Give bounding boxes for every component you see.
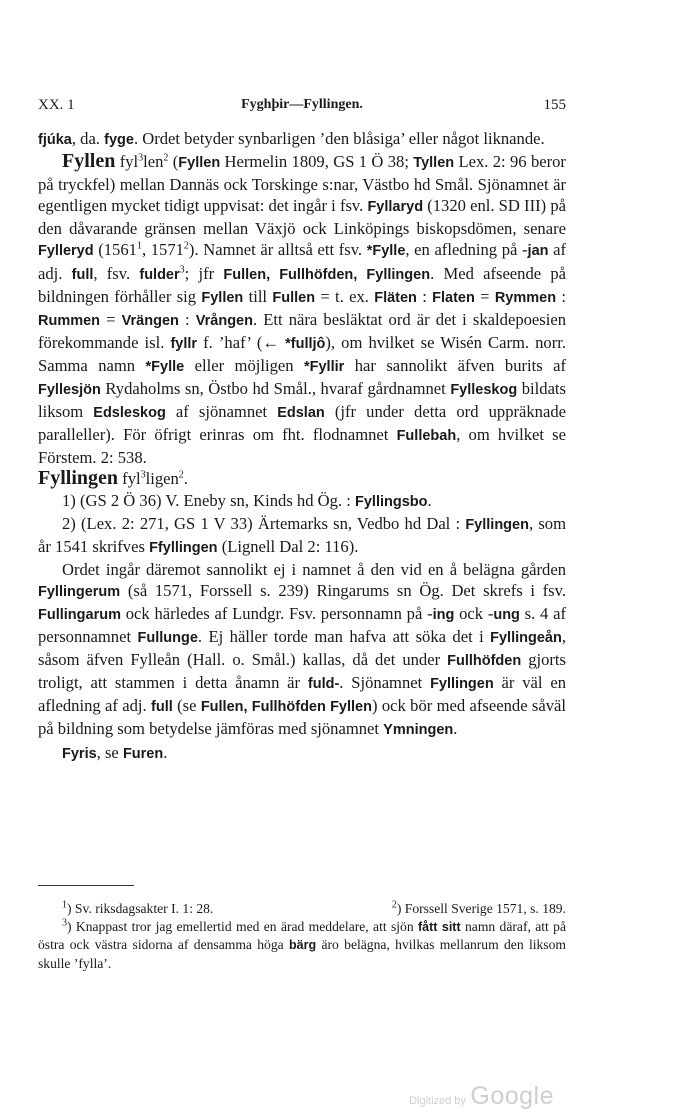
term: Fullhöfden (447, 653, 522, 670)
term: Fullen, Fullhöfden, Fyllingen (223, 266, 431, 283)
term: Fullen, Fullhöfden Fyllen (200, 699, 372, 716)
term: Edslan (277, 405, 325, 422)
text-run: (1320 enl. SD III) på den dåvarande gränsen mellan Växjö ock Linköpings biskopsdömen, senare (38, 196, 566, 239)
footnote-1 (62, 900, 213, 918)
term: Fylleskog (450, 382, 518, 399)
footnote-3 (38, 918, 566, 973)
section-number: XX. 1 (38, 97, 75, 113)
term: Fläten (374, 289, 417, 306)
term: Rummen (38, 312, 101, 329)
text-run: f. ’haf’ (← (197, 332, 286, 352)
text-run: len (143, 152, 164, 172)
text-run: = (100, 309, 122, 329)
text-run: s. 4 af personnamnet (38, 603, 566, 647)
text-run: = t. ex. (315, 286, 375, 306)
sense-1 (38, 490, 566, 513)
term: fuld- (307, 676, 340, 693)
term: Fyllingsbo (355, 493, 428, 510)
footnote-term: bärg (289, 938, 317, 952)
entry-fyris (38, 742, 566, 765)
sense-2 (38, 513, 566, 559)
text-run: gjorts troligt, att stammen i detta ånamn är (38, 650, 566, 693)
text-run: , om hvilket se Förstem. 2: 538. (38, 425, 566, 468)
text-run: Ordet ingår däremot sannolikt ej i namnet å den vid en å belägna gården (62, 559, 566, 579)
text-run: ligen (145, 469, 179, 489)
text-run: Rydaholms sn, Östbo hd Smål., hvaraf gårdnamnet (100, 379, 451, 399)
text-run: fyl (118, 469, 141, 489)
term: Fylleryd (38, 243, 94, 260)
footnote-text: ) Knappast tror jag emellertid med en ärad meddelare, att sjön (67, 918, 419, 934)
term: Ffyllingen (149, 539, 218, 556)
running-header (38, 97, 566, 119)
text-run: fyl (115, 152, 139, 172)
text-run: 2) (Lex. 2: 271, GS 1 V 33) Ärtemarks sn, Vedbo hd Dal : (62, 513, 466, 533)
watermark-prefix: Digitized by (409, 1095, 466, 1107)
term: fyge (104, 132, 134, 148)
entry-headword: Fyllingen (38, 467, 119, 490)
text-run: = (474, 286, 495, 306)
term: ing (432, 606, 455, 623)
text-run: ). Namnet är alltså ett fsv. (188, 240, 367, 260)
text-run: af sjönamnet (165, 402, 278, 422)
footnote-2 (392, 900, 566, 918)
term: Fyllingeån (490, 630, 562, 647)
text-run: ock härledes af Lundgr. Fsv. personnamn på - (120, 603, 433, 623)
term: Ymningen (383, 722, 454, 739)
text-run: (Lignell Dal 2: 116). (217, 536, 359, 556)
footnote-text: äro belägna, hvilkas mellanrum den liksom skulle ’fylla’. (38, 937, 566, 971)
term: Fyllingen (465, 516, 529, 533)
text-run: , såsom äfven Fylleån (Hall. o. Smål.) kallas, då det under (38, 627, 566, 670)
paragraph-fjuka (38, 128, 566, 151)
text-run: . (453, 719, 458, 739)
digitized-watermark (409, 1082, 554, 1111)
superscript: 2 (163, 152, 169, 164)
text-run: (jfr under detta ord uppräknade paralleller). För öfrigt erinras om fht. flodnamnet (38, 402, 567, 445)
text-run: : (556, 286, 566, 306)
footnote-text: ) Forssell Sverige 1571, s. 189. (396, 901, 566, 916)
text-run: . (427, 490, 432, 510)
term: Fyllingen (430, 676, 494, 693)
term: Furen (122, 745, 164, 762)
text-run: ock - (454, 603, 494, 623)
text-run: . Ej häller torde man hafva att söka det i (197, 627, 491, 647)
footnote-ref: 2 (183, 240, 189, 252)
footnote-ref: 3 (179, 264, 185, 276)
term: Fyllingerum (38, 583, 121, 600)
text-run: ), om hvilket se Wisén Carm. norr. Samma namn (38, 332, 567, 375)
text-run: bildats liksom (38, 379, 566, 422)
text-run: , fsv. (93, 263, 140, 283)
term: full (71, 266, 94, 283)
page-number: 155 (543, 97, 566, 113)
entry-headword: Fyllen (62, 150, 116, 173)
term: Fyllen (178, 155, 221, 172)
term: jan (527, 243, 549, 260)
text-run: . Med afseende på bildningen förhåller sig (38, 263, 567, 306)
text-run: har sannolikt äfven burits af (344, 355, 567, 375)
text-run: (1561 (93, 240, 137, 260)
text-run: , da. (71, 129, 105, 148)
text-run: ; jfr (184, 263, 224, 283)
text-run: till (243, 286, 273, 306)
term: Fullingarum (38, 606, 121, 623)
footnote-text: ) Sv. riksdagsakter I. 1: 28. (67, 901, 214, 916)
text-run: ( (168, 152, 179, 172)
text-run: . (163, 742, 168, 762)
text-run: , 1571 (141, 240, 184, 260)
term: ung (493, 606, 520, 623)
term: Rymmen (494, 289, 557, 306)
term: Edsleskog (93, 405, 166, 422)
term: Fullunge (137, 630, 198, 647)
term: fulder (139, 266, 180, 283)
term: Fullen (272, 289, 316, 306)
footnote-text: namn däraf, att på östra ock västra sidorna af densamma höga (38, 918, 567, 952)
superscript: 3 (140, 469, 146, 481)
text-run: af adj. (38, 240, 567, 283)
term: fjúka (38, 132, 72, 148)
text-run: . Sjönamnet (339, 673, 431, 693)
term: Fyllen (201, 289, 244, 306)
term: Fullebah (396, 428, 457, 445)
text-run: , som år 1541 skrifves (38, 513, 566, 556)
main-text (38, 128, 566, 765)
text-run: eller möjligen (184, 355, 304, 375)
term: *Fylle (366, 243, 406, 260)
footnote-marker: 1 (62, 899, 67, 911)
entry-fyllen (38, 151, 566, 468)
term: Fyris (62, 745, 97, 762)
footnote-ref: 1 (136, 240, 142, 252)
text-run: Hermelin 1809, GS 1 Ö 38; (220, 152, 414, 172)
superscript: 3 (138, 152, 144, 164)
text-run: . (183, 469, 188, 489)
footnote-row (38, 900, 566, 918)
footnote-marker: 2 (391, 899, 397, 911)
text-run: , se (96, 742, 123, 762)
term: fyllr (170, 335, 198, 352)
term: *Fyllir (303, 358, 345, 375)
running-title: Fyghþir—Fyllingen. (241, 97, 363, 112)
superscript: 2 (178, 469, 184, 481)
term: *Fylle (145, 358, 185, 375)
text-run: . Ett nära besläktat ord är det i skaldepoesien förekommande isl. (38, 309, 567, 352)
text-run: . Ordet betyder synbarligen ’den blåsiga’ eller något liknande. (133, 129, 545, 148)
term: Fyllaryd (367, 199, 424, 216)
entry-fyllingen (38, 468, 566, 489)
term: Fyllesjön (38, 382, 101, 399)
text-run: (se (172, 696, 201, 716)
term: Vrängen (121, 312, 179, 329)
footnote-term: fått sitt (418, 919, 461, 934)
text-run: ) ock bör med afseende såväl på bildning som betydelse jämföras med sjönamnet (38, 696, 567, 739)
footnote-divider (38, 885, 134, 886)
text-run: : (416, 286, 433, 306)
term: full (151, 699, 173, 716)
google-logo: Google (470, 1082, 554, 1110)
footnotes (38, 900, 566, 972)
term: Vrången (195, 312, 253, 329)
footnote-marker: 3 (62, 916, 67, 928)
paragraph-discussion (38, 559, 566, 742)
text-run: , en afledning på - (405, 240, 528, 260)
text-run: : (178, 309, 196, 329)
term: *fulljô (285, 335, 326, 352)
text-run: (så 1571, Forssell s. 239) Ringarums sn Ög. Det skrefs i fsv. (120, 580, 566, 600)
term: Flaten (432, 289, 475, 306)
text-run: 1) (GS 2 Ö 36) V. Eneby sn, Kinds hd Ög. : (62, 490, 356, 510)
term: Tyllen (413, 155, 455, 172)
text-run: är väl en afledning af adj. (38, 673, 566, 716)
text-run: Lex. 2: 96 beror på tryckfel) mellan Dannäs ock Torskinge s:nar, Västbo hd Smål. Sjönamnet är egentligen mycket tidigt uppvisat: det ingår i fsv. (38, 152, 566, 216)
